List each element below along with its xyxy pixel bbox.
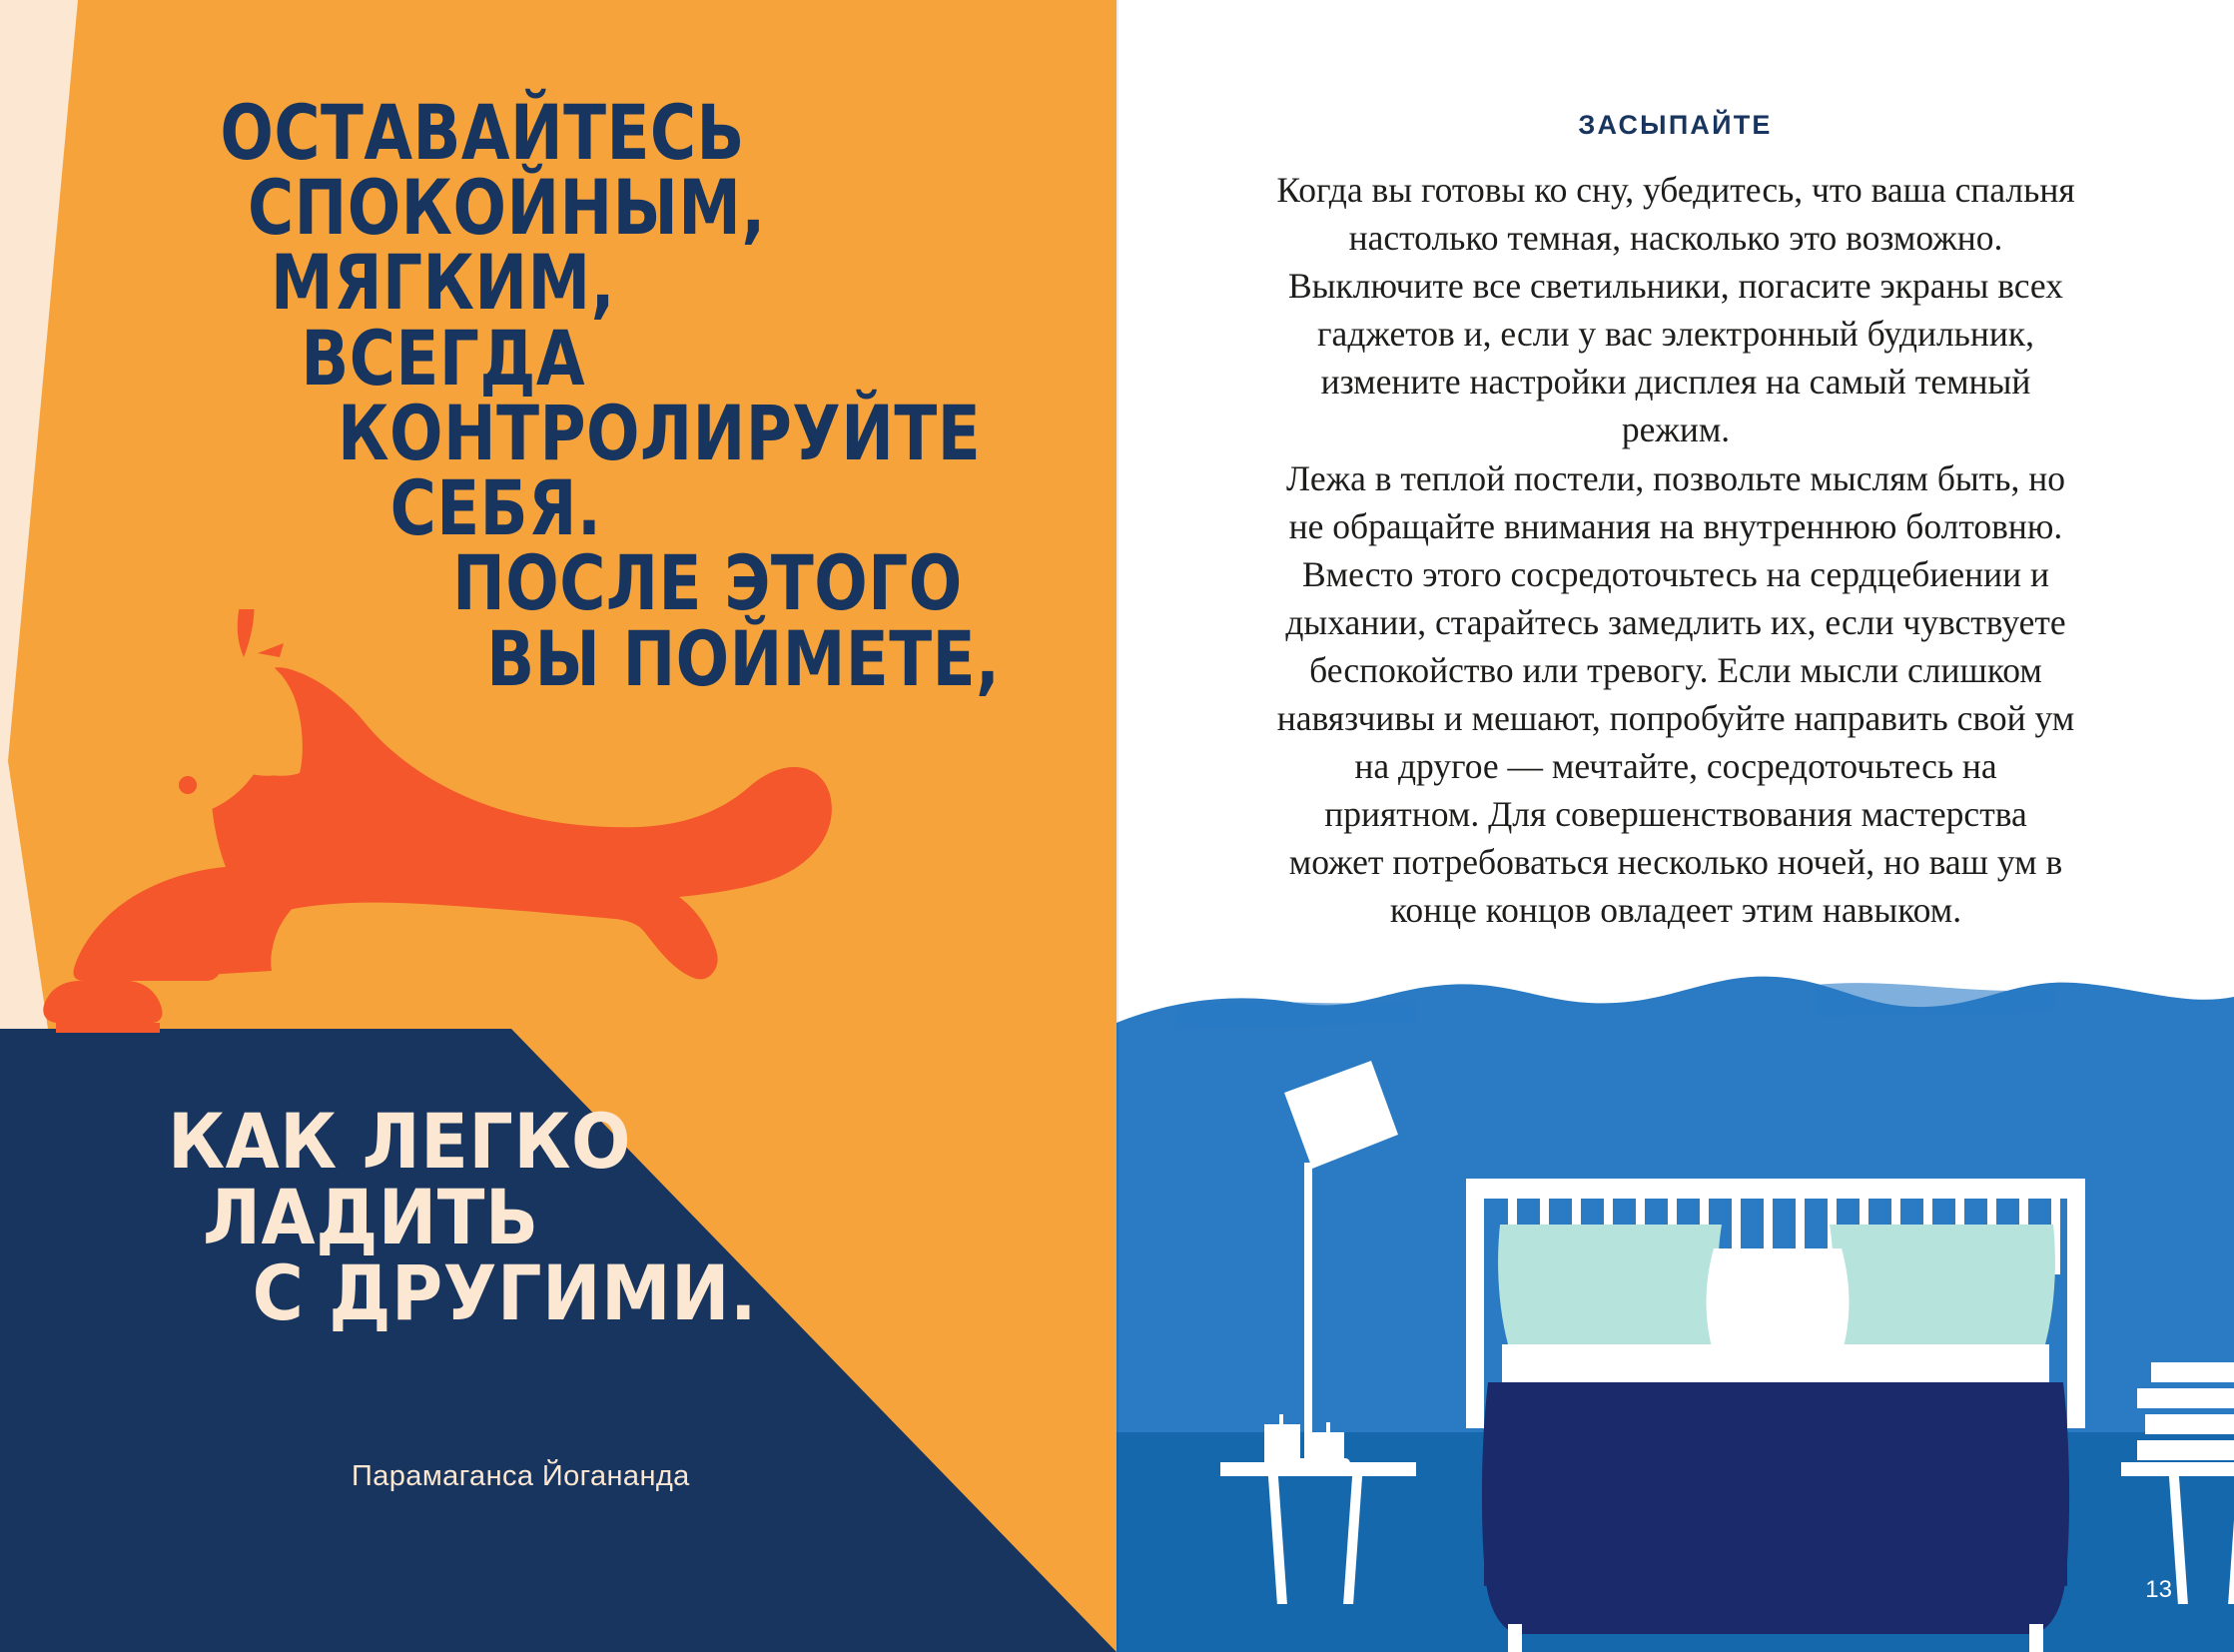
- page-gutter: [1117, 0, 1118, 1652]
- quote-line: ЛАДИТЬ: [202, 1173, 539, 1261]
- quote-line: ВСЕГДА: [301, 313, 585, 403]
- quote-line: ОСТАВАЙТЕСЬ: [220, 88, 745, 177]
- quote-top: [220, 88, 1029, 703]
- quote-line: СЕБЯ.: [389, 463, 602, 553]
- quote-bottom: [168, 1097, 866, 1337]
- quote-line: ПОСЛЕ ЭТОГО: [452, 538, 963, 628]
- quote-line: С ДРУГИМИ.: [252, 1248, 758, 1337]
- page-number-left: 12: [68, 1576, 95, 1603]
- bedroom-bed-lamp-illustration: [1117, 963, 2234, 1652]
- paragraph: Лежа в теплой постели, позвольте мыслям быть, но не обращайте внимания на внутреннюю болтовню. Вместо этого сосредоточьтесь на сердцебиении и дыхании, старайтесь замедлить их, если чувствуете беспокойство или тревогу. Если мысли слишком навязчивы и мешают, попробуйте направить свой ум на другое — мечтайте, сосредоточьтесь на приятном. Для совершенствования мастерства может потребоваться несколько ночей, но ваш ум в конце концов овладеет этим навыком.: [1276, 457, 2075, 931]
- page-number-right: 13: [2145, 1576, 2172, 1603]
- section-title: ЗАСЫПАЙТЕ: [1578, 110, 1773, 140]
- quote-line: ВЫ ПОЙМЕТЕ,: [486, 613, 1001, 703]
- quote-line: МЯГКИМ,: [270, 238, 615, 328]
- paragraph: Когда вы готовы ко сну, убедитесь, что ваша спальня настолько темная, насколько это возможно. Выключите все светильники, погасите экраны всех гаджетов и, если у вас электронный будильник, измените настройки дисплея на самый темный режим.: [1276, 170, 2075, 450]
- body-text: [1276, 166, 2075, 935]
- quote-attribution: Парамаганса Йогананда: [352, 1460, 690, 1492]
- quote-line: СПОКОЙНЫМ,: [247, 163, 766, 253]
- quote-line: КАК ЛЕГКО: [168, 1097, 631, 1186]
- right-page: [1117, 0, 2234, 1652]
- quote-line: КОНТРОЛИРУЙТЕ: [338, 388, 982, 477]
